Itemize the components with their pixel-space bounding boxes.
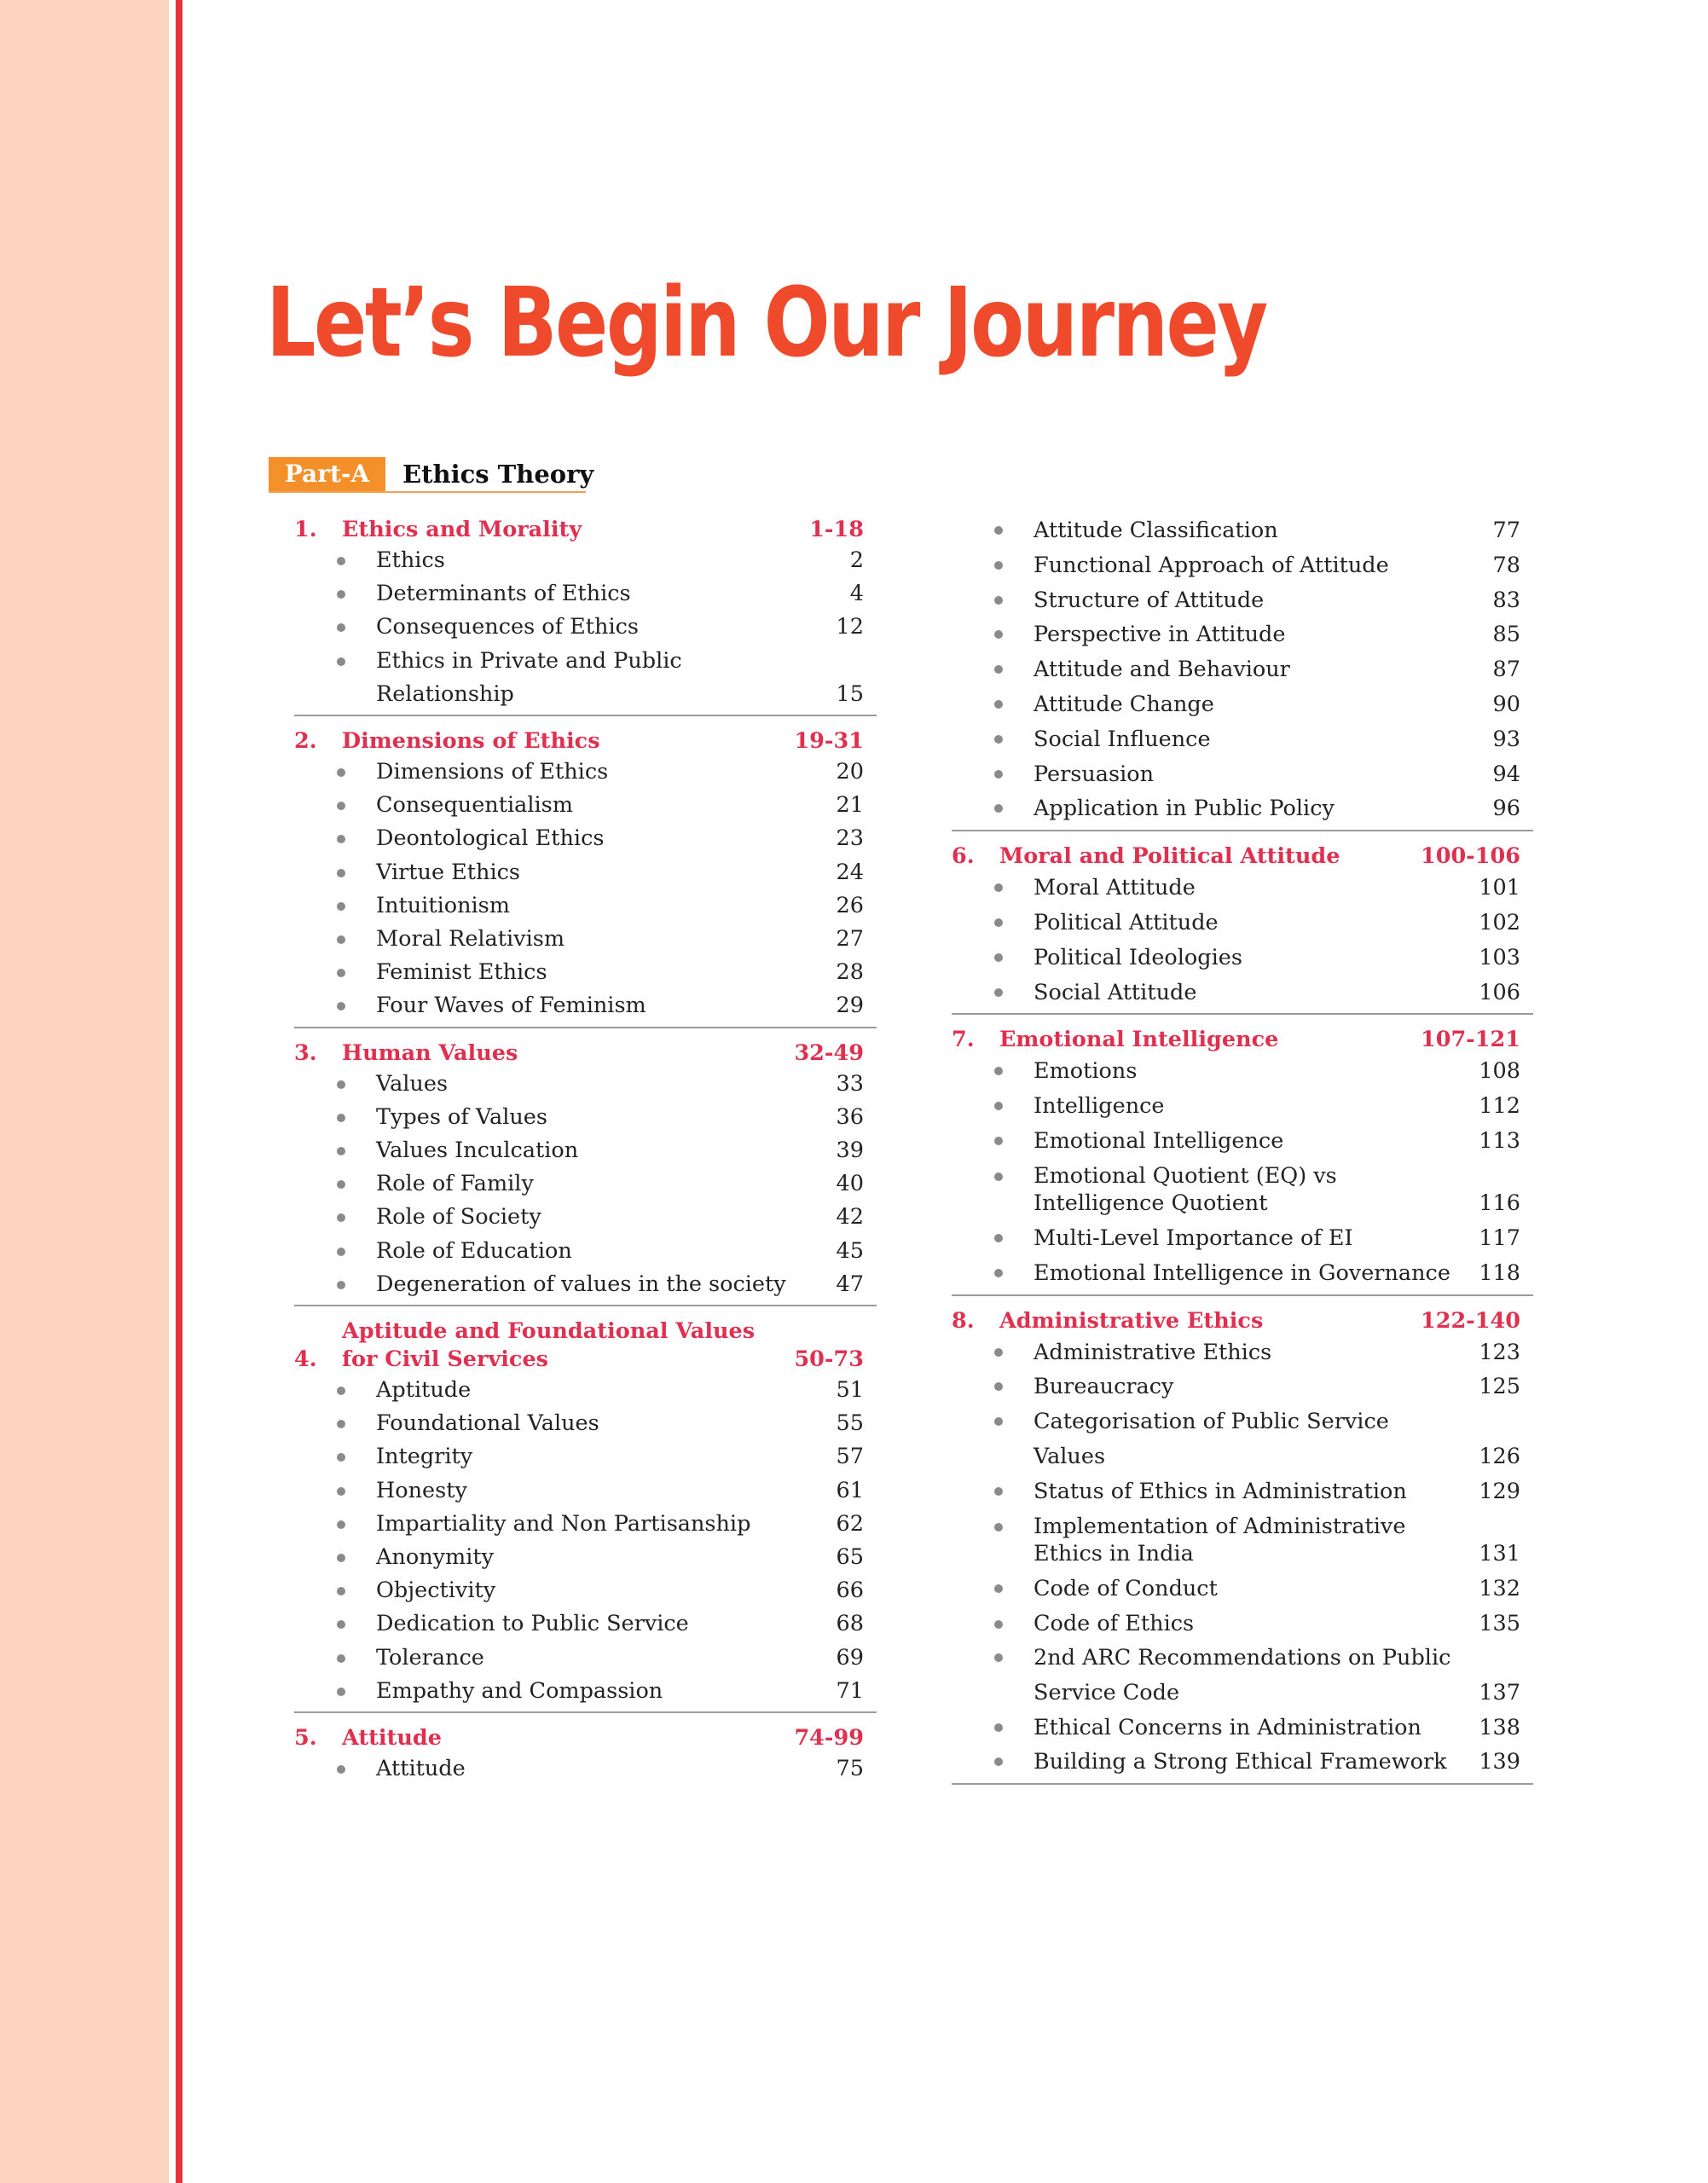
topic-title: Aptitude	[376, 1377, 472, 1404]
topic-title: 2nd ARC Recommendations on Public Service Code	[1033, 1645, 1451, 1705]
topic-item[interactable]	[994, 976, 1533, 1010]
topic-title: Intelligence	[1033, 1093, 1165, 1120]
topic-list	[952, 1335, 1533, 1786]
topic-page: 2	[849, 547, 864, 573]
topic-page: 62	[836, 1510, 864, 1537]
bullet-icon	[337, 1440, 376, 1474]
topic-title: Values Inculcation	[376, 1138, 579, 1164]
topic-title: Structure of Attitude	[1033, 587, 1265, 613]
topic-title: Application in Public Policy	[1033, 796, 1335, 822]
chapter-number: 2.	[294, 728, 317, 755]
toc-chapter	[294, 1720, 877, 1789]
bullet-icon	[994, 976, 1033, 1009]
topic-page: 36	[836, 1103, 864, 1130]
topic-item[interactable]	[337, 1101, 877, 1134]
topic-page: 129	[1479, 1478, 1520, 1504]
topic-item[interactable]	[994, 757, 1533, 792]
margin-band	[0, 0, 169, 2183]
bullet-icon	[337, 1134, 376, 1167]
topic-item[interactable]	[337, 789, 877, 822]
bullet-icon	[994, 1745, 1033, 1778]
topic-item[interactable]	[994, 1124, 1533, 1159]
topic-item[interactable]	[994, 1221, 1533, 1256]
topic-title: Moral Attitude	[1033, 875, 1196, 901]
topic-item[interactable]	[994, 791, 1533, 826]
topic-title: Social Attitude	[1033, 979, 1197, 1005]
topic-page: 113	[1479, 1127, 1520, 1154]
topic-list	[294, 544, 877, 716]
topic-title: Dedication to Public Service	[376, 1611, 689, 1637]
topic-item[interactable]	[994, 941, 1533, 976]
chapter-heading[interactable]	[294, 727, 877, 756]
topic-title: Status of Ethics in Administration	[1033, 1478, 1407, 1504]
topic-item[interactable]	[994, 1474, 1533, 1509]
bullet-icon	[337, 1068, 376, 1101]
topic-page: 21	[836, 792, 864, 819]
topic-title: Anonymity	[376, 1544, 495, 1571]
toc-chapter	[952, 1303, 1533, 1786]
bullet-icon	[994, 1054, 1033, 1087]
topic-title: Consequentialism	[376, 792, 573, 819]
bullet-icon	[994, 1124, 1033, 1157]
chapter-title: Administrative Ethics	[999, 1307, 1264, 1334]
bullet-icon	[994, 548, 1033, 582]
bullet-icon	[994, 617, 1033, 651]
bullet-icon	[994, 1641, 1033, 1674]
chapter-page-range: 19-31	[794, 728, 864, 755]
topic-page: 123	[1479, 1339, 1520, 1365]
chapter-heading[interactable]	[294, 516, 877, 544]
topic-item[interactable]	[337, 645, 877, 711]
bullet-icon	[337, 1541, 376, 1574]
bullet-icon	[337, 923, 376, 956]
topic-page: 93	[1492, 726, 1520, 752]
topic-title: Foundational Values	[376, 1410, 599, 1437]
topic-title: Implementation of Administrative Ethics in India	[1033, 1513, 1406, 1567]
chapter-title: Attitude	[342, 1725, 442, 1752]
topic-page: 125	[1479, 1374, 1520, 1400]
topic-item[interactable]	[994, 513, 1533, 548]
topic-list	[294, 1752, 877, 1789]
toc-chapter	[952, 512, 1533, 831]
bullet-icon	[337, 544, 376, 577]
bullet-icon	[337, 577, 376, 611]
margin-rule	[176, 0, 182, 2183]
topic-item[interactable]	[337, 1268, 877, 1301]
topic-title: Four Waves of Feminism	[376, 993, 646, 1019]
topic-title: Virtue Ethics	[376, 859, 520, 885]
bullet-icon	[337, 1675, 376, 1708]
topic-list	[294, 1374, 877, 1713]
topic-page: 102	[1479, 909, 1520, 935]
chapter-number: 3.	[294, 1039, 317, 1066]
topic-page: 15	[836, 680, 864, 707]
bullet-icon	[337, 956, 376, 989]
topic-title: Intuitionism	[376, 892, 510, 918]
topic-title: Ethics in Private and Public Relationship	[376, 647, 682, 707]
topic-page: 112	[1479, 1093, 1520, 1120]
topic-item[interactable]	[337, 889, 877, 923]
bullet-icon	[337, 645, 376, 678]
chapter-number: 7.	[952, 1027, 975, 1053]
bullet-icon	[337, 856, 376, 889]
page-title: Let’s Begin Our Journey	[266, 268, 1266, 379]
topic-page: 77	[1492, 518, 1520, 543]
toc-column-right	[952, 512, 1533, 1785]
chapter-number: 6.	[952, 843, 975, 870]
topic-item[interactable]	[337, 822, 877, 855]
topic-page: 45	[836, 1237, 864, 1264]
topic-title: Functional Approach of Attitude	[1033, 552, 1389, 578]
chapter-title: Ethics and Morality	[342, 517, 582, 542]
chapter-page-range: 1-18	[809, 517, 864, 542]
topic-item[interactable]	[337, 1134, 877, 1167]
bullet-icon	[994, 1221, 1033, 1254]
topic-page: 135	[1479, 1610, 1520, 1636]
topic-item[interactable]	[994, 906, 1533, 941]
topic-title: Persuasion	[1033, 761, 1155, 787]
toc-chapter	[952, 1022, 1533, 1295]
topic-page: 47	[836, 1271, 864, 1297]
topic-page: 137	[1479, 1679, 1520, 1705]
topic-page: 78	[1492, 552, 1520, 578]
topic-list	[952, 512, 1533, 831]
topic-page: 65	[836, 1544, 864, 1571]
part-header	[269, 457, 594, 493]
topic-page: 27	[836, 926, 864, 953]
toc-chapter	[294, 1313, 877, 1713]
topic-item[interactable]	[994, 1256, 1533, 1291]
toc-column-left	[294, 512, 877, 1789]
chapter-page-range: 100-106	[1420, 843, 1520, 870]
topic-page: 69	[836, 1644, 864, 1671]
chapter-heading[interactable]	[294, 1317, 877, 1374]
chapter-page-range: 32-49	[794, 1039, 864, 1066]
bullet-icon	[337, 1101, 376, 1134]
topic-page: 61	[836, 1477, 864, 1503]
chapter-heading[interactable]	[952, 1026, 1533, 1054]
part-label: Part-A	[269, 457, 385, 491]
topic-title: Integrity	[376, 1444, 473, 1470]
bullet-icon	[337, 989, 376, 1022]
topic-item[interactable]	[994, 871, 1533, 906]
chapter-title: Emotional Intelligence	[999, 1027, 1279, 1053]
topic-item[interactable]	[994, 583, 1533, 618]
bullet-icon	[337, 1268, 376, 1301]
bullet-icon	[994, 1335, 1033, 1369]
topic-page: 23	[836, 825, 864, 852]
topic-page: 138	[1479, 1714, 1520, 1740]
topic-title: Emotional Quotient (EQ) vs Intelligence Quotient	[1033, 1162, 1337, 1217]
topic-title: Attitude Classification	[1033, 518, 1278, 543]
topic-item[interactable]	[994, 1089, 1533, 1124]
bullet-icon	[994, 1369, 1033, 1403]
topic-page: 131	[1479, 1541, 1520, 1567]
topic-title: Role of Family	[376, 1171, 534, 1197]
topic-item[interactable]	[337, 856, 877, 889]
topic-title: Moral Relativism	[376, 926, 565, 953]
chapter-heading[interactable]	[952, 1307, 1533, 1335]
topic-title: Feminist Ethics	[376, 959, 547, 986]
bullet-icon	[337, 1474, 376, 1508]
topic-page: 26	[836, 892, 864, 918]
chapter-title: Dimensions of Ethics	[342, 728, 600, 755]
topic-page: 24	[836, 859, 864, 885]
topic-item[interactable]	[337, 1574, 877, 1607]
topic-title: Attitude and Behaviour	[1033, 657, 1290, 683]
bullet-icon	[994, 1256, 1033, 1289]
topic-title: Dimensions of Ethics	[376, 759, 609, 785]
topic-item[interactable]	[337, 1642, 877, 1675]
topic-page: 4	[849, 581, 864, 607]
topic-page: 66	[836, 1578, 864, 1604]
bullet-icon	[337, 1374, 376, 1407]
bullet-icon	[994, 687, 1033, 721]
topic-item[interactable]	[337, 756, 877, 789]
topic-page: 117	[1479, 1225, 1520, 1251]
part-title: Ethics Theory	[402, 460, 594, 489]
bullet-icon	[994, 871, 1033, 904]
topic-title: Emotional Intelligence in Governance	[1033, 1259, 1450, 1286]
topic-title: Ethics	[376, 547, 445, 573]
topic-title: Multi-Level Importance of EI	[1033, 1225, 1353, 1251]
bullet-icon	[337, 1752, 376, 1786]
topic-item[interactable]	[337, 1474, 877, 1508]
topic-page: 28	[836, 959, 864, 986]
chapter-heading[interactable]	[294, 1724, 877, 1752]
bullet-icon	[337, 1574, 376, 1607]
topic-page: 139	[1479, 1749, 1520, 1775]
topic-page: 75	[836, 1756, 864, 1782]
topic-page: 40	[836, 1171, 864, 1197]
topic-item[interactable]	[337, 989, 877, 1022]
topic-list	[952, 1054, 1533, 1295]
topic-list	[294, 1068, 877, 1306]
chapter-page-range: 50-73	[794, 1346, 864, 1373]
topic-item[interactable]	[337, 1541, 877, 1574]
topic-item[interactable]	[994, 617, 1533, 652]
topic-page: 57	[836, 1444, 864, 1470]
chapter-number: 8.	[952, 1307, 975, 1334]
chapter-number: 1.	[294, 517, 317, 542]
chapter-number: 5.	[294, 1725, 317, 1752]
topic-page: 106	[1479, 979, 1520, 1005]
topic-title: Attitude	[376, 1756, 466, 1782]
topic-item[interactable]	[337, 544, 877, 577]
topic-item[interactable]	[994, 722, 1533, 757]
topic-item[interactable]	[337, 1675, 877, 1708]
bullet-icon	[337, 889, 376, 923]
toc-chapter	[294, 512, 877, 716]
topic-item[interactable]	[337, 611, 877, 644]
topic-title: Code of Conduct	[1033, 1575, 1218, 1601]
bullet-icon	[337, 1201, 376, 1234]
bullet-icon	[994, 1513, 1033, 1540]
bullet-icon	[994, 1404, 1033, 1438]
topic-page: 118	[1479, 1259, 1520, 1286]
topic-item[interactable]	[337, 923, 877, 956]
topic-item[interactable]	[337, 1607, 877, 1641]
topic-item[interactable]	[337, 1374, 877, 1407]
topic-item[interactable]	[994, 1509, 1533, 1572]
topic-page: 116	[1479, 1190, 1520, 1217]
topic-title: Categorisation of Public Service Values	[1033, 1409, 1389, 1469]
topic-page: 96	[1492, 796, 1520, 822]
topic-title: Administrative Ethics	[1033, 1339, 1272, 1365]
toc-chapter	[294, 1035, 877, 1306]
bullet-icon	[337, 611, 376, 644]
topic-page: 68	[836, 1611, 864, 1637]
topic-title: Code of Ethics	[1033, 1610, 1195, 1636]
topic-title: Role of Education	[376, 1237, 572, 1264]
topic-title: Emotions	[1033, 1058, 1138, 1085]
topic-title: Tolerance	[376, 1644, 484, 1671]
topic-page: 94	[1492, 761, 1520, 787]
bullet-icon	[994, 583, 1033, 617]
topic-page: 83	[1492, 587, 1520, 613]
topic-title: Attitude Change	[1033, 691, 1214, 717]
topic-item[interactable]	[337, 1167, 877, 1201]
topic-page: 87	[1492, 657, 1520, 683]
topic-item[interactable]	[337, 1201, 877, 1234]
topic-item[interactable]	[994, 548, 1533, 583]
chapter-page-range: 107-121	[1420, 1027, 1520, 1053]
topic-page: 42	[836, 1204, 864, 1230]
topic-item[interactable]	[994, 1745, 1533, 1780]
topic-title: Perspective in Attitude	[1033, 622, 1286, 648]
bullet-icon	[337, 1235, 376, 1268]
bullet-icon	[994, 1610, 1033, 1637]
topic-item[interactable]	[994, 1369, 1533, 1404]
bullet-icon	[994, 1572, 1033, 1605]
topic-title: Ethical Concerns in Administration	[1033, 1714, 1421, 1740]
topic-title: Honesty	[376, 1477, 467, 1503]
topic-title: Bureaucracy	[1033, 1374, 1174, 1400]
topic-item[interactable]	[994, 687, 1533, 722]
chapter-heading[interactable]	[294, 1039, 877, 1068]
topic-page: 51	[836, 1377, 864, 1404]
topic-page: 33	[836, 1070, 864, 1097]
bullet-icon	[337, 1407, 376, 1440]
topic-title: Degeneration of values in the society	[376, 1271, 786, 1297]
bullet-icon	[994, 513, 1033, 547]
topic-title: Deontological Ethics	[376, 825, 605, 852]
topic-item[interactable]	[337, 956, 877, 989]
chapter-heading[interactable]	[952, 843, 1533, 871]
bullet-icon	[994, 1162, 1033, 1190]
toc-chapter	[952, 838, 1533, 1015]
topic-item[interactable]	[994, 1404, 1533, 1474]
topic-item[interactable]	[337, 1068, 877, 1101]
bullet-icon	[994, 1474, 1033, 1508]
topic-title: Building a Strong Ethical Framework	[1033, 1749, 1447, 1775]
topic-title: Social Influence	[1033, 726, 1211, 752]
bullet-icon	[994, 757, 1033, 790]
topic-item[interactable]	[994, 1159, 1533, 1221]
topic-title: Consequences of Ethics	[376, 614, 639, 640]
bullet-icon	[337, 1642, 376, 1675]
chapter-number: 4.	[294, 1346, 317, 1373]
bullet-icon	[994, 906, 1033, 939]
chapter-title: Moral and Political Attitude	[999, 843, 1340, 870]
bullet-icon	[994, 791, 1033, 825]
topic-item[interactable]	[337, 1752, 877, 1786]
topic-item[interactable]	[337, 1407, 877, 1440]
topic-title: Political Attitude	[1033, 909, 1219, 935]
topic-title: Values	[376, 1070, 449, 1097]
topic-item[interactable]	[994, 1335, 1533, 1370]
chapter-page-range: 74-99	[794, 1725, 864, 1752]
topic-page: 12	[836, 614, 864, 640]
topic-title: Types of Values	[376, 1103, 547, 1130]
topic-item[interactable]	[337, 1440, 877, 1474]
topic-item[interactable]	[337, 1235, 877, 1268]
bullet-icon	[994, 652, 1033, 686]
topic-page: 101	[1479, 875, 1520, 901]
topic-page: 20	[836, 759, 864, 785]
bullet-icon	[337, 1508, 376, 1541]
topic-list	[294, 756, 877, 1028]
bullet-icon	[994, 1089, 1033, 1122]
topic-item[interactable]	[994, 1572, 1533, 1607]
topic-page: 85	[1492, 622, 1520, 648]
chapter-title: Aptitude and Foundational Values for Civil Services	[342, 1318, 756, 1373]
topic-page: 90	[1492, 691, 1520, 717]
bullet-icon	[337, 1607, 376, 1641]
topic-page: 103	[1479, 944, 1520, 970]
bullet-icon	[994, 722, 1033, 756]
topic-title: Emotional Intelligence	[1033, 1127, 1284, 1154]
bullet-icon	[994, 1711, 1033, 1744]
topic-item[interactable]	[994, 1711, 1533, 1746]
topic-item[interactable]	[994, 652, 1533, 687]
topic-list	[952, 871, 1533, 1015]
toc-chapter	[294, 723, 877, 1028]
topic-title: Impartiality and Non Partisanship	[376, 1510, 751, 1537]
topic-title: Objectivity	[376, 1578, 496, 1604]
topic-page: 39	[836, 1138, 864, 1164]
chapter-page-range: 122-140	[1420, 1307, 1520, 1334]
topic-page: 29	[836, 993, 864, 1019]
topic-item[interactable]	[337, 1508, 877, 1541]
topic-item[interactable]	[994, 1607, 1533, 1642]
bullet-icon	[337, 756, 376, 789]
bullet-icon	[337, 789, 376, 822]
bullet-icon	[337, 1167, 376, 1201]
topic-title: Determinants of Ethics	[376, 581, 631, 607]
topic-page: 71	[836, 1677, 864, 1704]
topic-title: Empathy and Compassion	[376, 1677, 663, 1704]
topic-item[interactable]	[994, 1054, 1533, 1089]
bullet-icon	[337, 822, 376, 855]
topic-page: 132	[1479, 1575, 1520, 1601]
topic-page: 55	[836, 1410, 864, 1437]
chapter-title: Human Values	[342, 1039, 518, 1066]
bullet-icon	[994, 941, 1033, 974]
topic-page: 108	[1479, 1058, 1520, 1085]
topic-item[interactable]	[994, 1641, 1533, 1711]
topic-page: 126	[1479, 1443, 1520, 1469]
topic-item[interactable]	[337, 577, 877, 611]
topic-title: Political Ideologies	[1033, 944, 1242, 970]
topic-title: Role of Society	[376, 1204, 541, 1230]
